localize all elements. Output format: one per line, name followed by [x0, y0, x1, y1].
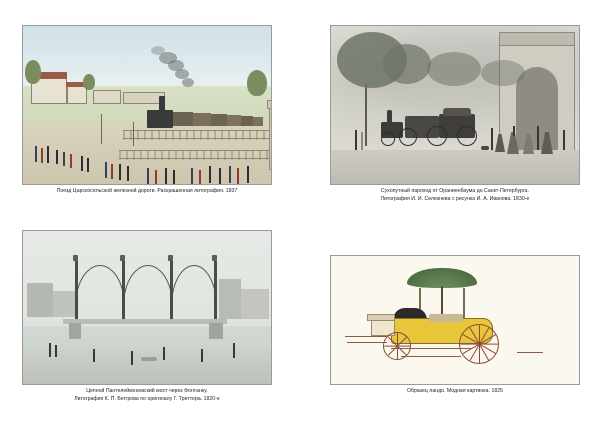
bridge-pylon [122, 261, 125, 323]
person [209, 166, 211, 183]
person [165, 168, 167, 185]
person [41, 148, 43, 163]
figure-caption [22, 388, 272, 404]
arch-cornice [500, 33, 574, 46]
train-carriage [241, 116, 253, 126]
undercarriage-bar [391, 348, 471, 349]
embankment-building [27, 283, 53, 317]
person [155, 170, 157, 185]
person [81, 156, 83, 171]
caption-line: Литография И. И. Селезнева с рисунка И. А. Иванова. 1830-е [380, 195, 530, 202]
locomotive-chimney [159, 96, 165, 112]
lamp-post [133, 122, 134, 146]
figure-chain-bridge [22, 230, 272, 404]
bridge-pier [209, 323, 223, 339]
person [49, 343, 51, 357]
person [93, 349, 95, 362]
boat [141, 357, 157, 361]
station-wing [67, 86, 87, 104]
figure-caption [330, 388, 580, 396]
person [119, 164, 121, 180]
caption-line: Литография К. П. Беггрова по оригиналу Г. Треттера. 1820-е [74, 395, 220, 402]
person [147, 168, 149, 184]
figure-image-chain-bridge [22, 230, 272, 385]
train-carriage [193, 113, 211, 126]
bridge-lamp [168, 255, 173, 261]
person-head [513, 126, 515, 136]
figure-image-steam-carriage [330, 25, 580, 185]
person [111, 164, 113, 179]
locomotive [147, 110, 173, 128]
embankment-building [219, 279, 241, 319]
embankment-building [53, 291, 75, 317]
bridge-lamp [212, 255, 217, 261]
figure-caption [330, 188, 580, 204]
driver-box-top [367, 314, 395, 321]
caption-line: Сухопутный пароход от Ораниенбаума до Санкт-Петербурга. [380, 188, 530, 194]
tree [25, 60, 41, 84]
lamp-post [101, 114, 102, 144]
seat-cushion [429, 314, 463, 322]
dog [481, 146, 489, 150]
carriage-shaft [347, 342, 387, 343]
train-carriage [227, 115, 241, 126]
person [201, 349, 203, 362]
far-building [93, 90, 121, 104]
person [105, 162, 107, 178]
person [233, 343, 235, 358]
person [237, 168, 239, 184]
person [173, 170, 175, 185]
rear-wheel [459, 324, 499, 364]
wheel [427, 126, 447, 146]
train-carriage [253, 117, 263, 126]
tree-foliage [383, 44, 431, 84]
wheel [457, 126, 477, 146]
tree-foliage [481, 60, 525, 86]
stone-pillar [269, 106, 272, 170]
wheel [399, 128, 417, 146]
person [229, 166, 231, 183]
stone-pillar-cap [267, 100, 272, 109]
person [56, 150, 58, 164]
engine-chimney [387, 110, 392, 123]
person [70, 154, 72, 168]
person [563, 130, 565, 150]
figure-railway-train [22, 25, 272, 196]
person [163, 347, 165, 360]
person [537, 126, 539, 150]
bridge-pylon [170, 261, 173, 323]
person [191, 168, 193, 185]
wheel [381, 132, 395, 146]
railway-rail [123, 138, 271, 139]
bridge-pier [69, 323, 81, 339]
rear-step [517, 352, 543, 353]
bridge-pylon [214, 261, 217, 323]
tree [247, 70, 267, 96]
tree [83, 74, 95, 90]
tree-foliage [427, 52, 481, 86]
bridge-deck [63, 319, 227, 324]
caption-line: Поезд Царскосельской железной дороги. Раскрашенная литография. 1837 [56, 188, 238, 194]
person [63, 152, 65, 166]
person [87, 158, 89, 172]
train-carriage [173, 112, 193, 126]
embankment-building [241, 289, 269, 319]
figure-landau-carriage [330, 255, 580, 396]
figure-steam-carriage [330, 25, 580, 204]
bridge-lamp [120, 255, 125, 261]
tree-trunk [365, 84, 367, 146]
road-region [331, 150, 579, 184]
person [55, 345, 57, 357]
figure-image-landau-carriage [330, 255, 580, 385]
figure-image-railway-train [22, 25, 272, 185]
bridge-lamp [73, 255, 78, 261]
person [491, 128, 493, 150]
smoke-puff [182, 78, 194, 87]
person [219, 168, 221, 184]
person [355, 130, 357, 150]
railway-rail [119, 158, 271, 159]
figure-caption [22, 188, 272, 196]
person [361, 132, 363, 150]
parasol-strut [463, 288, 465, 320]
person [199, 170, 201, 185]
railway-rail [123, 130, 271, 131]
person [35, 146, 37, 162]
carriage-shaft [345, 336, 387, 337]
caption-line: Цепной Пантелеймоновский мост через Фонтанку. [86, 388, 208, 394]
undercarriage-bar [401, 356, 461, 357]
railway-rail [119, 150, 271, 151]
person [131, 351, 133, 365]
bridge-pylon [75, 261, 78, 323]
person [247, 166, 249, 183]
person [127, 166, 129, 181]
carriage-roof [443, 108, 471, 116]
smoke-puff [151, 46, 165, 55]
caption-line: Образец ландо. Модная картинка. 1825 [406, 388, 504, 394]
person [47, 146, 49, 163]
train-carriage [211, 114, 227, 126]
